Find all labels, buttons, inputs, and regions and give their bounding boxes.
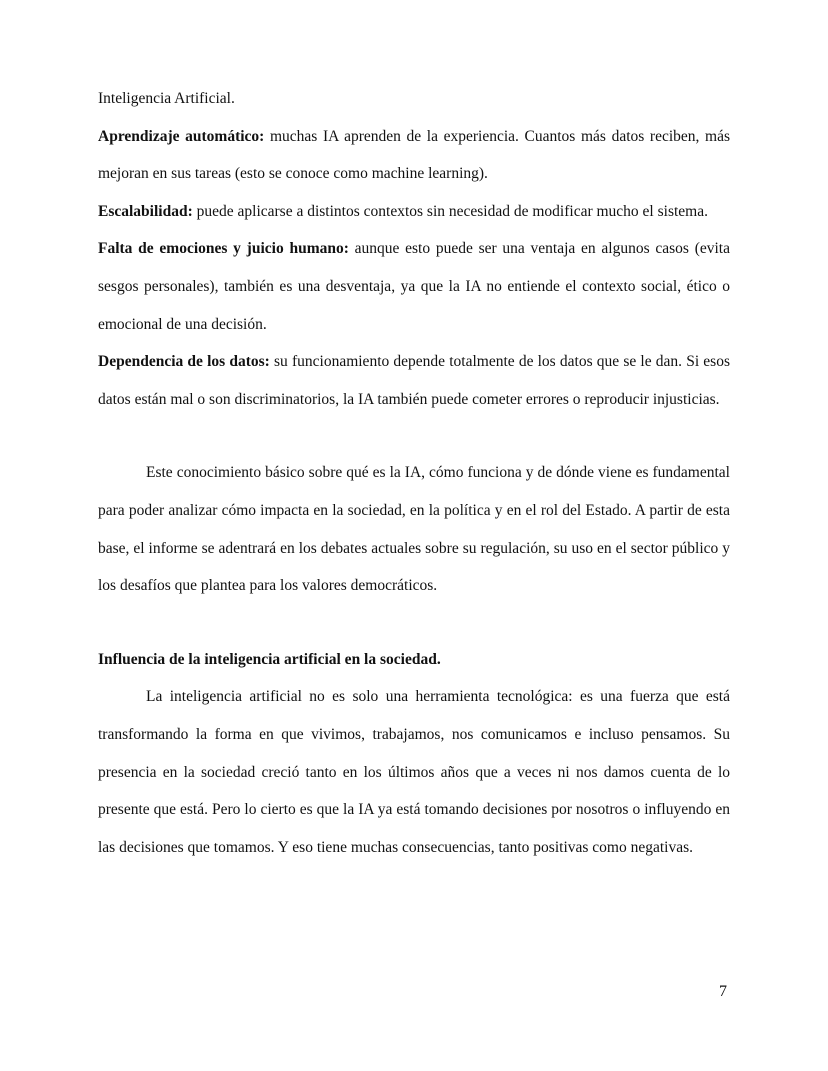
page-content [98, 80, 730, 866]
feature-text: aunque esto puede ser una ventaja en algunos casos (evita sesgos personales), también es una desventaja, ya que la IA no entiende el contexto social, ético o emocional de una decisión. [98, 240, 730, 333]
feature-no-emotions [98, 230, 730, 343]
intro-line: Inteligencia Artificial. [98, 90, 235, 107]
feature-text: su funcionamiento depende totalmente de los datos que se le dan. Si esos datos están mal o son discriminatorios, la IA también puede cometer errores o reproducir injusticias. [98, 353, 730, 408]
feature-machine-learning [98, 118, 730, 193]
section-heading: Influencia de la inteligencia artificial en la sociedad. [98, 650, 441, 668]
feature-text: muchas IA aprenden de la experiencia. Cuantos más datos reciben, más mejoran en sus tareas (esto se conoce como machine learning). [98, 127, 730, 183]
page-number: 7 [719, 983, 727, 1000]
feature-text: puede aplicarse a distintos contextos sin necesidad de modificar mucho el sistema. [192, 202, 708, 220]
feature-term: Escalabilidad: [98, 202, 193, 220]
feature-scalability [98, 193, 730, 231]
feature-term: Aprendizaje automático: [98, 127, 265, 145]
body-paragraph-2: La inteligencia artificial no es solo una herramienta tecnológica: es una fuerza que está transformando la forma en que vivimos, trabajamos, nos comunicamos e incluso pensamos. Su presencia en la sociedad creció tanto en los últimos años que a veces ni nos damos cuenta de lo presente que está. Pero lo cierto es que la IA ya está tomando decisiones por nosotros o influyendo en las decisiones que tomamos. Y eso tiene muchas consecuencias, tanto positivas como negativas. [98, 688, 730, 856]
feature-term: Falta de emociones y juicio humano: [98, 240, 349, 258]
body-paragraph-1: Este conocimiento básico sobre qué es la IA, cómo funciona y de dónde viene es fundamental para poder analizar cómo impacta en la sociedad, en la política y en el rol del Estado. A partir de esta base, el informe se adentrará en los debates actuales sobre su regulación, su uso en el sector público y los desafíos que plantea para los valores democráticos. [98, 464, 730, 595]
feature-term: Dependencia de los datos: [98, 353, 270, 371]
feature-data-dependence [98, 343, 730, 418]
